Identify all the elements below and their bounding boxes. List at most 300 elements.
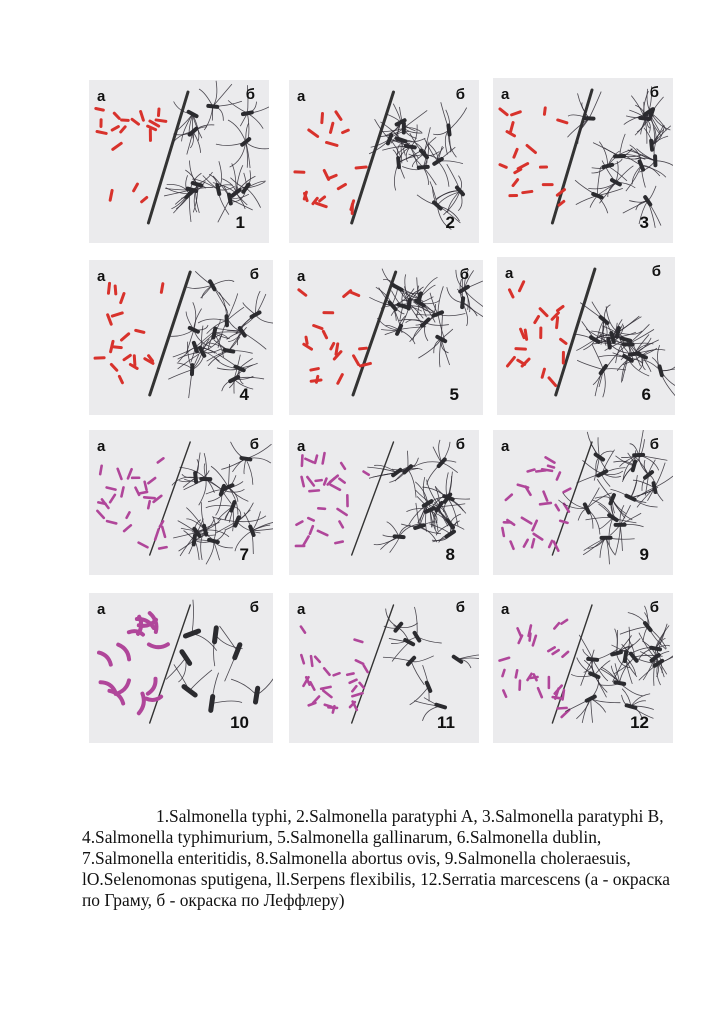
gram-cell (523, 191, 532, 192)
gram-cell (136, 488, 140, 495)
gram-cell (524, 540, 528, 547)
flagellum (587, 488, 600, 509)
flagellum (603, 369, 626, 370)
loeffler-cell (633, 462, 635, 471)
gram-cell (310, 682, 314, 689)
label-a: а (97, 268, 106, 285)
flagellum (411, 661, 424, 685)
gram-cell (302, 477, 304, 486)
loeffler-cell (654, 483, 656, 492)
loeffler-stain-cells (565, 606, 673, 723)
gram-cell (330, 123, 332, 132)
panel-4 (89, 260, 273, 415)
gram-cell (113, 143, 121, 149)
gram-cell (336, 344, 338, 354)
gram-cell (334, 673, 340, 675)
gram-cell (116, 680, 129, 693)
gram-cell (513, 180, 518, 186)
loeffler-stain-cells (166, 600, 273, 711)
flagellum (231, 679, 256, 695)
flagellum (178, 347, 195, 362)
loeffler-cell (250, 527, 253, 535)
gram-cell (562, 710, 570, 717)
panel-number: 4 (239, 385, 249, 404)
loeffler-cell (612, 652, 621, 654)
loeffler-cell (626, 496, 634, 500)
gram-cell (323, 691, 331, 697)
panel-11 (289, 593, 479, 743)
loeffler-cell (388, 135, 391, 143)
loeffler-cell (615, 682, 624, 684)
loeffler-cell (617, 328, 619, 337)
gram-cell (500, 109, 507, 115)
gram-cell (96, 108, 104, 110)
flagellum (244, 459, 246, 474)
label-a: а (297, 601, 306, 618)
gram-cell (115, 286, 116, 294)
flagellum (387, 522, 399, 537)
gram-cell (557, 473, 560, 480)
flagellum (442, 463, 458, 473)
flagellum (199, 479, 206, 505)
loeffler-cell (229, 195, 231, 204)
gram-cell (150, 121, 159, 126)
gram-cell (315, 657, 320, 662)
gram-cell (107, 521, 116, 523)
gram-cell (324, 668, 329, 674)
gram-cell (518, 628, 521, 636)
gram-cell (97, 132, 106, 134)
gram-cell (128, 469, 132, 478)
panel-number: 6 (641, 385, 651, 404)
flagellum (587, 432, 599, 457)
gram-stain-cells (301, 627, 368, 713)
gram-cell (519, 282, 523, 291)
gram-cell (336, 112, 341, 120)
flagellum (618, 317, 642, 333)
gram-cell (327, 142, 337, 145)
loeffler-cell (195, 473, 196, 482)
gram-cell (314, 325, 322, 328)
loeffler-cell (588, 659, 597, 660)
flagellum (227, 307, 244, 321)
panel-10 (89, 593, 273, 743)
loeffler-cell (408, 658, 414, 665)
flagellum (204, 106, 213, 130)
gram-cell (519, 636, 522, 643)
loeffler-cell (230, 377, 238, 381)
gram-cell (324, 479, 326, 485)
loeffler-cell (415, 525, 424, 528)
gram-cell (316, 203, 326, 207)
panel-5 (289, 260, 483, 415)
gram-cell (111, 341, 113, 351)
gram-cell (549, 541, 552, 547)
flagellum (193, 132, 201, 153)
gram-cell (303, 536, 308, 545)
flagellum (441, 314, 442, 339)
gram-cell (563, 652, 569, 657)
gram-stain-cells (507, 282, 566, 386)
loeffler-cell (213, 329, 215, 338)
gram-cell (114, 347, 121, 348)
panel-3 (493, 78, 673, 243)
loeffler-stain-cells (367, 440, 470, 553)
gram-stain-cells (97, 458, 166, 548)
flagellum (214, 332, 238, 333)
flagellum (189, 194, 191, 222)
flagellum (418, 339, 441, 358)
gram-cell (305, 459, 313, 463)
gram-stain-cells (96, 108, 166, 201)
divider-line (352, 92, 394, 223)
loeffler-cell (241, 458, 250, 459)
gram-cell (110, 495, 115, 502)
gram-cell (518, 164, 528, 169)
flagellum (232, 163, 236, 192)
flagellum (206, 541, 214, 564)
label-b: б (455, 436, 465, 453)
gram-cell (352, 686, 356, 691)
flagellum (179, 540, 195, 551)
label-b: б (455, 86, 465, 103)
gram-cell (124, 525, 131, 531)
gram-cell (500, 658, 510, 661)
flagellum (449, 108, 467, 130)
gram-cell (341, 463, 345, 469)
flagellum (213, 516, 216, 541)
gram-cell (330, 175, 337, 178)
label-a: а (501, 601, 510, 618)
loeffler-cell (185, 631, 198, 636)
gram-cell (112, 127, 118, 130)
gram-stain-cells (299, 290, 371, 383)
loeffler-cell (645, 472, 652, 478)
gram-stain-cells (502, 457, 570, 550)
flagellum (435, 486, 447, 498)
loeffler-cell (651, 648, 660, 650)
gram-cell (318, 531, 327, 535)
loeffler-stain-cells (172, 442, 273, 564)
gram-cell (100, 466, 101, 474)
loeffler-cell (421, 151, 427, 158)
label-a: а (97, 438, 106, 455)
panel-number: 3 (639, 213, 649, 232)
flagellum (404, 110, 427, 127)
loeffler-cell (448, 126, 449, 135)
gram-cell (546, 457, 555, 462)
gram-cell (302, 455, 303, 465)
flagellum (256, 315, 273, 324)
gram-cell (560, 521, 567, 523)
loeffler-cell (436, 705, 445, 708)
gram-cell (338, 184, 345, 188)
flagellum (382, 128, 404, 132)
flagellum (246, 142, 250, 168)
gram-cell (544, 492, 548, 501)
gram-cell (558, 708, 567, 709)
gram-cell (554, 623, 559, 628)
flagellum (190, 670, 212, 691)
panel-number: 1 (235, 213, 245, 232)
loeffler-cell (399, 305, 408, 308)
gram-cell (515, 169, 521, 172)
loeffler-cell (235, 517, 238, 525)
divider-line (552, 90, 592, 223)
panel-8 (289, 430, 479, 575)
flagellum (218, 199, 230, 222)
label-b: б (245, 86, 255, 103)
loeffler-cell (454, 657, 461, 662)
loeffler-cell (585, 504, 589, 512)
gram-cell (521, 329, 524, 337)
gram-cell (139, 543, 148, 548)
loeffler-cell (418, 293, 421, 302)
gram-cell (311, 656, 312, 666)
gram-cell (121, 487, 123, 496)
gram-cell (333, 706, 335, 712)
loeffler-cell (217, 185, 219, 194)
loeffler-stain-cells (574, 302, 675, 398)
gram-cell (148, 501, 149, 508)
loeffler-cell (434, 202, 441, 208)
flagellum (406, 320, 426, 323)
gram-cell (127, 512, 130, 517)
flagellum (419, 527, 437, 543)
flagellum (429, 144, 438, 161)
gram-cell (309, 130, 318, 136)
loeffler-stain-cells (567, 86, 673, 227)
gram-cell (553, 650, 559, 654)
gram-cell (311, 369, 319, 371)
gram-cell (310, 526, 313, 534)
gram-cell (364, 472, 369, 475)
gram-cell (121, 293, 124, 302)
loeffler-cell (645, 623, 651, 630)
gram-cell (149, 644, 168, 647)
gram-cell (158, 458, 164, 462)
gram-cell (119, 376, 122, 382)
gram-cell (536, 470, 545, 471)
loeffler-cell (215, 628, 217, 642)
label-b: б (249, 266, 259, 283)
loeffler-cell (434, 159, 442, 164)
flagellum (231, 442, 246, 459)
loeffler-cell (590, 673, 598, 677)
flagellum (199, 89, 213, 106)
gram-cell (532, 539, 534, 547)
flagellum (438, 286, 443, 314)
gram-cell (144, 497, 154, 498)
loeffler-cell (211, 697, 213, 711)
gram-cell (503, 690, 506, 696)
gram-cell (516, 670, 517, 677)
panel-number: 12 (630, 713, 649, 732)
flagellum (592, 344, 603, 369)
gram-cell (561, 620, 567, 624)
panel-number: 2 (445, 213, 455, 232)
gram-cell (556, 505, 559, 510)
flagellum (247, 113, 263, 128)
gram-cell (563, 690, 564, 699)
flagellum (655, 474, 673, 487)
gram-cell (540, 503, 551, 504)
label-a: а (501, 86, 510, 103)
flagellum (579, 635, 592, 660)
gram-cell (331, 485, 340, 490)
label-b: б (649, 599, 659, 616)
gram-cell (323, 331, 326, 337)
gram-stain-cells (99, 613, 168, 713)
gram-cell (350, 680, 357, 683)
flagellum (386, 609, 399, 628)
loeffler-cell (596, 455, 603, 460)
panel-number: 7 (239, 545, 249, 564)
panel-1 (89, 80, 269, 243)
loeffler-cell (184, 687, 195, 695)
gram-cell (514, 149, 517, 157)
gram-cell (507, 132, 514, 136)
gram-cell (110, 190, 112, 200)
flagellum (243, 302, 256, 314)
loeffler-cell (390, 302, 396, 309)
flagellum (655, 161, 673, 172)
label-a: а (97, 88, 106, 105)
loeffler-cell (622, 338, 631, 340)
flagellum (594, 675, 606, 697)
gram-cell (538, 688, 542, 697)
gram-cell (322, 114, 323, 123)
gram-cell (544, 108, 545, 114)
loeffler-stain-cells (369, 269, 483, 368)
loeffler-cell (193, 183, 202, 185)
gram-cell (118, 469, 122, 479)
label-a: а (297, 88, 306, 105)
loeffler-cell (419, 167, 428, 168)
gram-cell (535, 316, 539, 322)
flagellum (423, 167, 436, 185)
flagellum (599, 142, 607, 166)
flagellum (246, 459, 253, 485)
gram-cell (320, 197, 325, 201)
gram-cell (507, 357, 514, 366)
loeffler-cell (427, 683, 430, 691)
loeffler-cell (243, 185, 248, 192)
gram-cell (512, 112, 521, 115)
loeffler-cell (625, 652, 626, 661)
flagellum (170, 330, 194, 336)
flagellum (577, 360, 603, 369)
gram-cell (118, 645, 129, 660)
gram-cell (136, 330, 144, 332)
label-b: б (249, 599, 259, 616)
gram-cell (338, 375, 343, 384)
flagellum (246, 188, 261, 207)
gram-cell (304, 344, 312, 349)
gram-cell (148, 679, 156, 694)
gram-cell (108, 315, 112, 324)
gram-cell (311, 380, 321, 381)
gram-cell (315, 456, 317, 463)
gram-cell (139, 694, 144, 714)
loeffler-stain-cells (383, 607, 479, 721)
gram-cell (347, 673, 353, 674)
gram-cell (124, 355, 130, 359)
gram-cell (518, 485, 528, 488)
loeffler-cell (603, 165, 612, 167)
flagellum (213, 84, 232, 106)
loeffler-cell (194, 343, 197, 351)
flagellum (433, 447, 442, 463)
label-b: б (459, 266, 469, 283)
flagellum (216, 521, 237, 533)
gram-cell (502, 528, 503, 536)
label-b: б (651, 263, 661, 280)
loeffler-cell (209, 540, 218, 542)
gram-cell (325, 705, 332, 707)
gram-cell (509, 290, 513, 297)
gram-cell (108, 283, 109, 293)
label-a: а (501, 438, 510, 455)
gram-cell (321, 687, 330, 689)
gram-cell (350, 292, 359, 296)
panel-number: 10 (230, 713, 249, 732)
gram-cell (121, 334, 128, 340)
flagellum (192, 600, 194, 634)
loeffler-cell (224, 350, 233, 352)
gram-cell (97, 511, 103, 518)
gram-cell (360, 683, 364, 688)
flagellum (603, 370, 606, 398)
gram-cell (553, 697, 561, 698)
loeffler-cell (395, 536, 404, 537)
loeffler-cell (460, 287, 468, 292)
gram-stain-cells (95, 283, 163, 382)
flagellum (585, 517, 612, 520)
gram-stain-cells (296, 453, 369, 546)
gram-cell (296, 522, 302, 525)
gram-cell (145, 482, 147, 490)
flagellum (644, 460, 648, 475)
flagellum (583, 538, 606, 555)
gram-cell (134, 184, 138, 191)
gram-cell (527, 145, 535, 152)
flagellum (648, 186, 656, 201)
gram-cell (121, 127, 125, 132)
divider-line (352, 605, 394, 723)
flagellum (383, 657, 411, 661)
gram-cell (146, 697, 161, 700)
label-a: а (297, 438, 306, 455)
loeffler-cell (651, 141, 652, 150)
gram-cell (534, 674, 537, 680)
gram-cell (155, 529, 158, 539)
gram-cell (331, 343, 334, 348)
gram-cell (323, 453, 325, 463)
gram-cell (548, 466, 554, 468)
label-a: а (505, 265, 514, 282)
flagellum (212, 280, 234, 285)
panel-number: 8 (445, 545, 455, 564)
loeffler-cell (462, 298, 463, 307)
loeffler-cell (231, 502, 234, 510)
gram-cell (528, 470, 535, 472)
flagellum (639, 633, 655, 658)
gram-cell (107, 487, 116, 489)
gram-cell (114, 113, 119, 118)
gram-cell (343, 130, 349, 132)
label-b: б (649, 436, 659, 453)
